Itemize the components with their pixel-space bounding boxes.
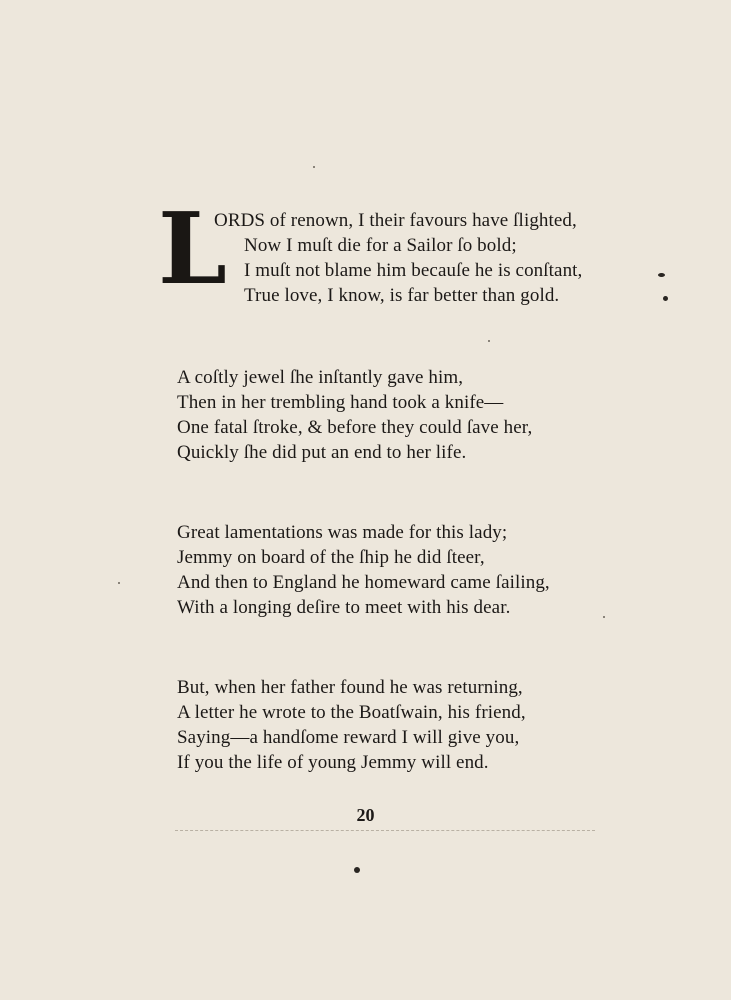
verse-line: I muſt not blame him becauſe he is conſtant, xyxy=(244,260,583,281)
ink-speck xyxy=(313,166,315,168)
verse-line: ORDS of renown, I their favours have ſlighted, xyxy=(214,210,577,231)
verse-line: But, when her father found he was returning, xyxy=(177,677,523,698)
bottom-rule xyxy=(175,830,595,831)
verse-line: And then to England he homeward came ſailing, xyxy=(177,572,550,593)
verse-line: A letter he wrote to the Boatſwain, his friend, xyxy=(177,702,526,723)
ink-speck xyxy=(488,340,490,342)
verse-line: Then in her trembling hand took a knife— xyxy=(177,392,504,413)
verse-line: Quickly ſhe did put an end to her life. xyxy=(177,442,467,463)
verse-line: Saying—a handſome reward I will give you, xyxy=(177,727,520,748)
verse-line: If you the life of young Jemmy will end. xyxy=(177,752,489,773)
stanza-4 xyxy=(177,675,526,775)
verse-line: True love, I know, is far better than gold. xyxy=(244,285,560,306)
verse-line: One fatal ſtroke, & before they could ſave her, xyxy=(177,417,533,438)
verse-line: Great lamentations was made for this lady; xyxy=(177,522,508,543)
page-number: 20 xyxy=(356,805,375,825)
verse-line: A coſtly jewel ſhe inſtantly gave him, xyxy=(177,367,464,388)
verse-line: Jemmy on board of the ſhip he did ſteer, xyxy=(177,547,485,568)
stanza-3 xyxy=(177,520,550,620)
stanza-2 xyxy=(177,365,532,465)
ink-speck xyxy=(603,616,605,618)
ink-speck xyxy=(354,867,360,873)
ink-speck xyxy=(118,582,120,584)
verse-line: Now I muſt die for a Sailor ſo bold; xyxy=(244,235,517,256)
ink-speck xyxy=(663,296,668,301)
ink-speck xyxy=(658,273,665,277)
drop-cap: L xyxy=(158,192,227,307)
stanza-lines xyxy=(214,208,607,308)
verse-line: With a longing deſire to meet with his dear. xyxy=(177,597,511,618)
